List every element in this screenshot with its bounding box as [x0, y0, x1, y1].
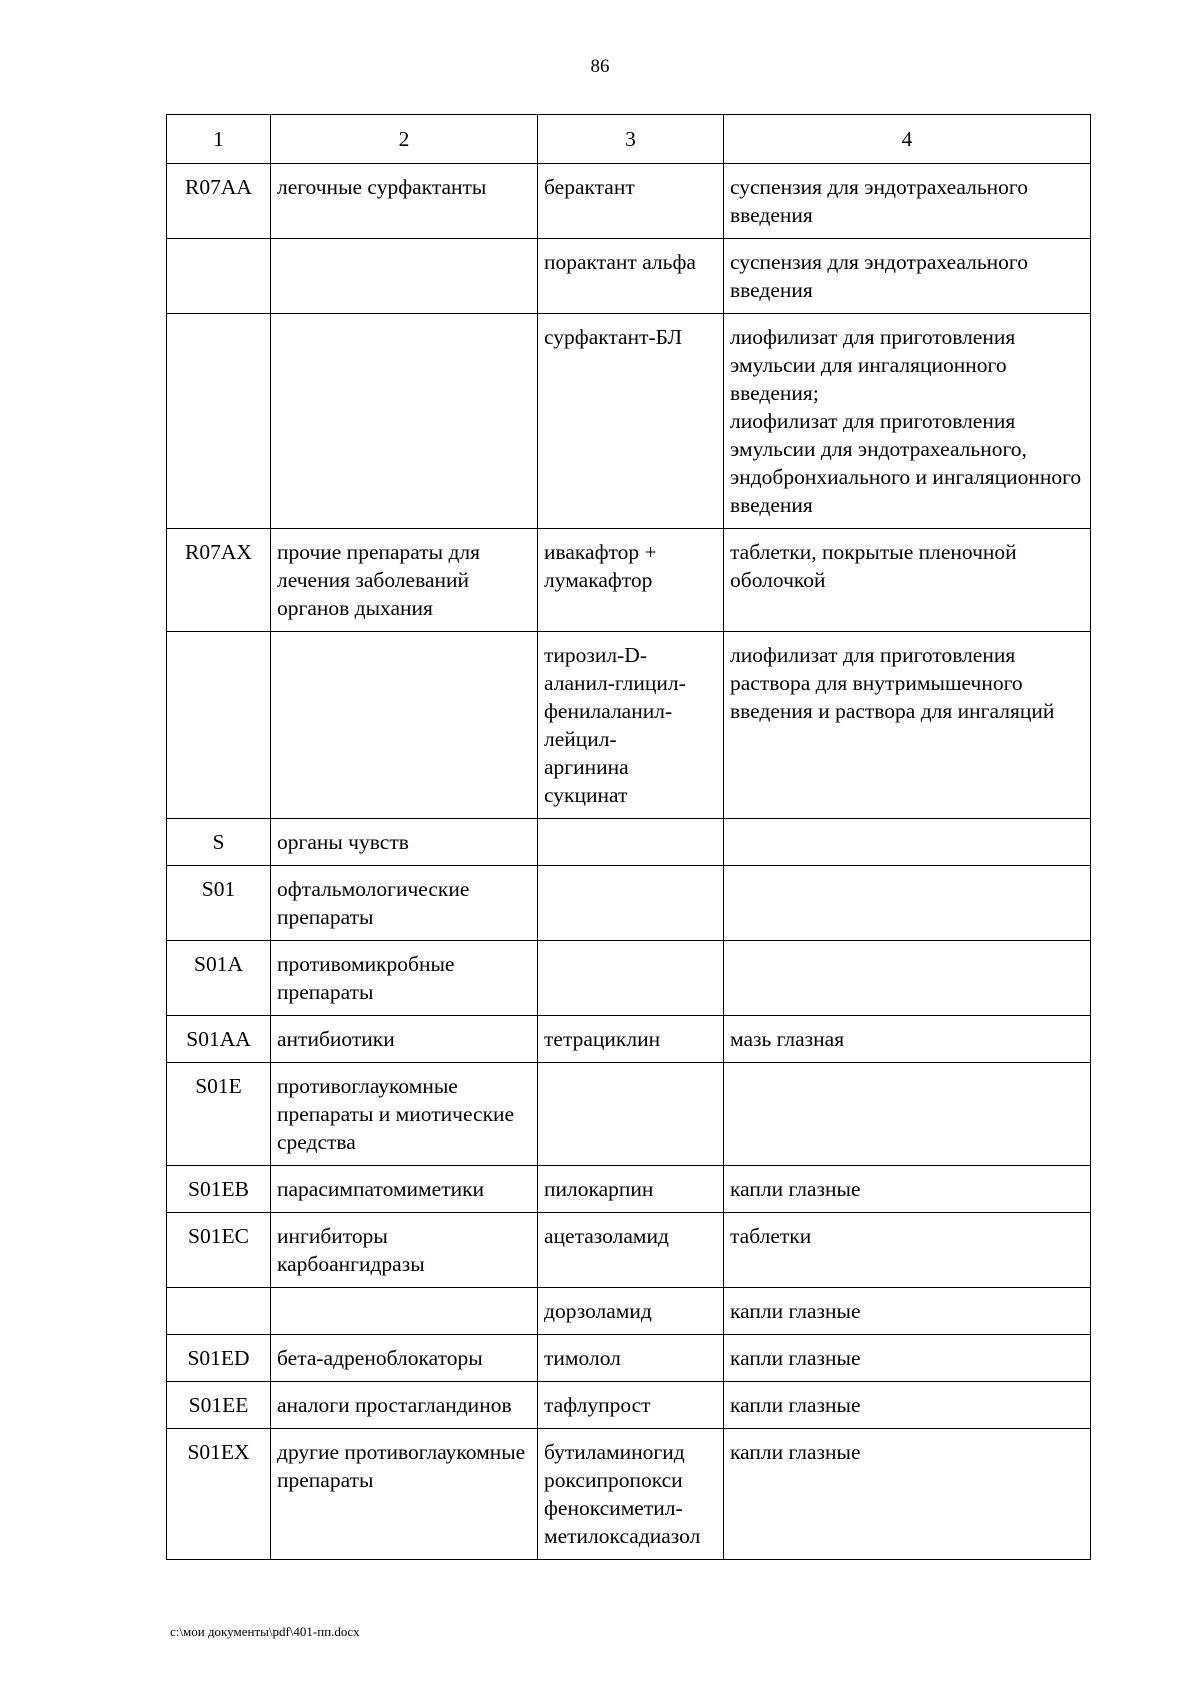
group-cell — [271, 529, 538, 632]
table-row — [167, 1166, 1091, 1213]
drug-cell — [538, 314, 724, 529]
form-cell — [724, 164, 1091, 239]
form-cell — [724, 941, 1091, 1016]
drug-cell — [538, 1166, 724, 1213]
form-cell-text: лиофилизат для приготовления раствора для внутримышечного введения и раствора для ингаляций — [730, 643, 1055, 723]
drug-cell — [538, 529, 724, 632]
form-cell — [724, 1382, 1091, 1429]
code-cell — [167, 239, 271, 314]
group-cell — [271, 819, 538, 866]
code-cell — [167, 1382, 271, 1429]
form-cell — [724, 1213, 1091, 1288]
form-cell-text: мазь глазная — [730, 1027, 845, 1051]
group-cell — [271, 314, 538, 529]
table-row — [167, 1335, 1091, 1382]
code-cell-text: S01ED — [187, 1346, 250, 1370]
drug-cell — [538, 941, 724, 1016]
drug-cell — [538, 1382, 724, 1429]
form-cell — [724, 1016, 1091, 1063]
form-cell-text: таблетки, покрытые пленочной оболочкой — [730, 540, 1017, 592]
code-cell — [167, 632, 271, 819]
group-cell — [271, 1288, 538, 1335]
drug-cell-text: пилокарпин — [544, 1177, 654, 1201]
header-cell-2: 2 — [271, 115, 538, 164]
group-cell-text: прочие препараты для лечения заболеваний органов дыхания — [277, 540, 481, 620]
form-cell — [724, 1335, 1091, 1382]
group-cell-text: аналоги простагландинов — [277, 1393, 512, 1417]
drug-cell-text: дорзоламид — [544, 1299, 652, 1323]
form-cell — [724, 314, 1091, 529]
code-cell-text: S01E — [195, 1074, 242, 1098]
table-row — [167, 239, 1091, 314]
code-cell-text: S01EE — [188, 1393, 249, 1417]
drug-cell — [538, 1288, 724, 1335]
table-row — [167, 1288, 1091, 1335]
page-number: 86 — [590, 56, 610, 77]
group-cell — [271, 1063, 538, 1166]
table-row — [167, 1016, 1091, 1063]
form-cell-text: капли глазные — [730, 1346, 861, 1370]
drug-cell — [538, 1429, 724, 1560]
group-cell — [271, 1016, 538, 1063]
drug-cell-text: ацетазоламид — [544, 1224, 669, 1248]
group-cell — [271, 1335, 538, 1382]
header-cell-3: 3 — [538, 115, 724, 164]
code-cell — [167, 866, 271, 941]
code-cell — [167, 1166, 271, 1213]
form-cell-text: капли глазные — [730, 1299, 861, 1323]
form-cell-text: суспензия для эндотрахеального введения — [730, 175, 1028, 227]
group-cell — [271, 1166, 538, 1213]
form-cell — [724, 1166, 1091, 1213]
table-row — [167, 632, 1091, 819]
drug-cell-text: тимолол — [544, 1346, 621, 1370]
form-cell — [724, 1288, 1091, 1335]
document-footer-path: c:\мои документы\pdf\401-пп.docx — [170, 1624, 360, 1639]
table-row — [167, 819, 1091, 866]
group-cell-text: парасимпатомиметики — [277, 1177, 485, 1201]
code-cell-text: R07AA — [185, 175, 252, 199]
table-row — [167, 1429, 1091, 1560]
form-cell — [724, 529, 1091, 632]
group-cell — [271, 866, 538, 941]
drug-cell — [538, 1213, 724, 1288]
drug-cell — [538, 1063, 724, 1166]
code-cell — [167, 529, 271, 632]
drug-cell — [538, 1335, 724, 1382]
code-cell — [167, 1288, 271, 1335]
table-row — [167, 1382, 1091, 1429]
code-cell — [167, 164, 271, 239]
code-cell-text: R07AX — [185, 540, 252, 564]
group-cell-text: бета-адреноблокаторы — [277, 1346, 483, 1370]
group-cell-text: легочные сурфактанты — [277, 175, 487, 199]
form-cell-text: капли глазные — [730, 1177, 861, 1201]
group-cell-text: антибиотики — [277, 1027, 395, 1051]
group-cell — [271, 1213, 538, 1288]
table-body — [167, 115, 1091, 1560]
drug-cell-text: тафлупрост — [544, 1393, 651, 1417]
drug-cell-text: сурфактант-БЛ — [544, 325, 683, 349]
drug-cell — [538, 632, 724, 819]
drug-cell — [538, 1016, 724, 1063]
group-cell-text: органы чувств — [277, 830, 409, 854]
drug-cell-text: берактант — [544, 175, 635, 199]
drug-cell-text: тирозил-D- аланил-глицил- фенилаланил- лейцил- аргинина сукцинат — [544, 643, 686, 807]
table-row — [167, 866, 1091, 941]
form-cell — [724, 632, 1091, 819]
code-cell-text: S01 — [201, 877, 236, 901]
group-cell — [271, 164, 538, 239]
code-cell — [167, 819, 271, 866]
code-cell-text: S01EB — [188, 1177, 249, 1201]
group-cell — [271, 632, 538, 819]
form-cell-text: капли глазные — [730, 1440, 861, 1464]
drug-cell-text: тетрациклин — [544, 1027, 661, 1051]
form-cell — [724, 819, 1091, 866]
table-row — [167, 164, 1091, 239]
drug-cell — [538, 239, 724, 314]
table-row — [167, 1063, 1091, 1166]
code-cell — [167, 314, 271, 529]
form-cell-text: лиофилизат для приготовления эмульсии для ингаляционного введения; лиофилизат для приготовления эмульсии для эндотрахеального, эндобронхиального и ингаляционного введения — [730, 325, 1082, 517]
group-cell — [271, 941, 538, 1016]
drug-table — [166, 114, 1091, 1560]
form-cell — [724, 1063, 1091, 1166]
code-cell — [167, 1335, 271, 1382]
code-cell-text: S01A — [194, 952, 243, 976]
group-cell-text: противомикробные препараты — [277, 952, 455, 1004]
form-cell — [724, 866, 1091, 941]
group-cell — [271, 1382, 538, 1429]
drug-cell — [538, 164, 724, 239]
drug-cell-text: ивакафтор + лумакафтор — [544, 540, 657, 592]
group-cell-text: противоглаукомные препараты и миотические средства — [277, 1074, 515, 1154]
header-cell-1: 1 — [167, 115, 271, 164]
table-row — [167, 529, 1091, 632]
group-cell-text: офтальмологические препараты — [277, 877, 470, 929]
code-cell — [167, 941, 271, 1016]
code-cell-text: S01EX — [187, 1440, 250, 1464]
code-cell — [167, 1213, 271, 1288]
code-cell — [167, 1016, 271, 1063]
group-cell-text: ингибиторы карбоангидразы — [277, 1224, 425, 1276]
code-cell-text: S01EC — [188, 1224, 249, 1248]
table-row — [167, 1213, 1091, 1288]
drug-cell — [538, 866, 724, 941]
drug-cell-text: порактант альфа — [544, 250, 696, 274]
table-header-row — [167, 115, 1091, 164]
drug-cell-text: бутиламиногид роксипропокси феноксиметил- метилоксадиазол — [544, 1440, 701, 1548]
form-cell-text: капли глазные — [730, 1393, 861, 1417]
group-cell — [271, 239, 538, 314]
group-cell-text: другие противоглаукомные препараты — [277, 1440, 526, 1492]
table-row — [167, 314, 1091, 529]
drug-cell — [538, 819, 724, 866]
code-cell — [167, 1063, 271, 1166]
code-cell-text: S01AA — [186, 1027, 251, 1051]
form-cell — [724, 239, 1091, 314]
code-cell-text: S — [212, 830, 225, 854]
form-cell-text: таблетки — [730, 1224, 812, 1248]
header-cell-4: 4 — [724, 115, 1091, 164]
table-row — [167, 941, 1091, 1016]
form-cell — [724, 1429, 1091, 1560]
form-cell-text: суспензия для эндотрахеального введения — [730, 250, 1028, 302]
group-cell — [271, 1429, 538, 1560]
code-cell — [167, 1429, 271, 1560]
